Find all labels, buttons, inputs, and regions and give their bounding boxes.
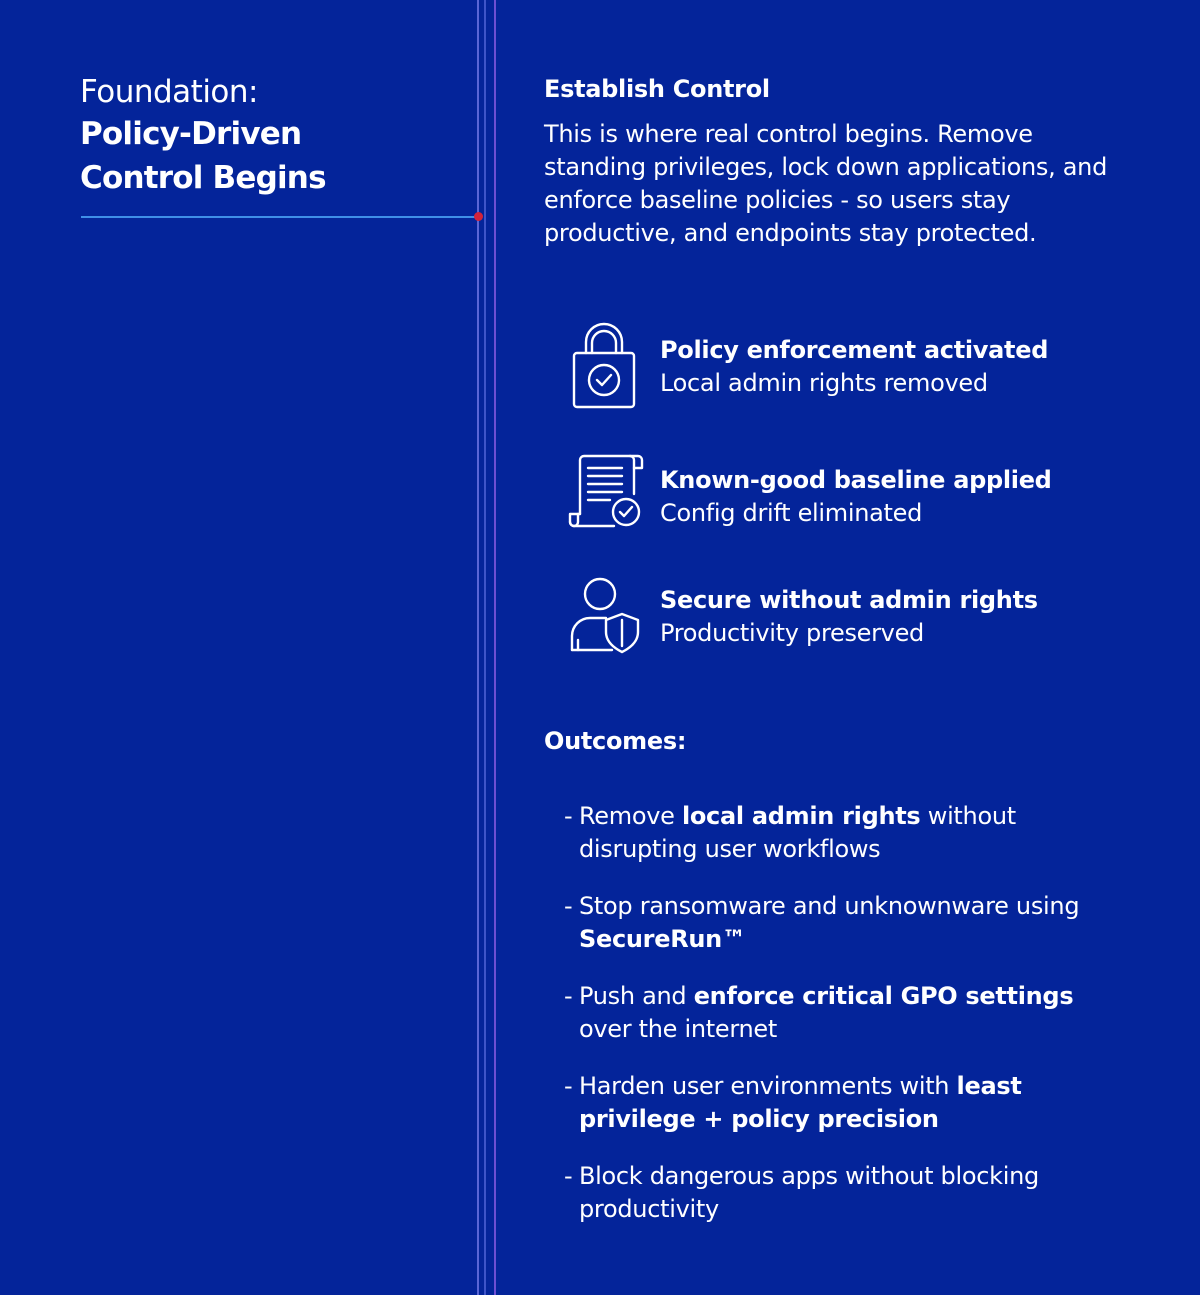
feature-item bbox=[566, 450, 1166, 540]
timeline-marker-dot bbox=[474, 212, 483, 221]
padlock-check-icon bbox=[566, 320, 646, 410]
list-dash: - bbox=[564, 1162, 573, 1190]
heading-title-line-1: Policy-Driven bbox=[80, 116, 302, 152]
outcome-text: Harden user environments with least privilege + policy precision bbox=[579, 1072, 1022, 1133]
feature-item bbox=[566, 570, 1166, 660]
list-dash: - bbox=[564, 802, 573, 830]
feature-title: Secure without admin rights bbox=[660, 586, 1038, 614]
outcome-text: Push and enforce critical GPO settings over the internet bbox=[579, 982, 1074, 1043]
outcome-text: Block dangerous apps without blocking productivity bbox=[579, 1162, 1039, 1223]
section-title: Establish Control bbox=[544, 75, 770, 103]
outcome-item bbox=[564, 1070, 1124, 1136]
outcome-item bbox=[564, 980, 1124, 1046]
list-dash: - bbox=[564, 892, 573, 920]
document-check-icon bbox=[566, 450, 646, 540]
outcome-item bbox=[564, 890, 1124, 956]
vertical-divider-line bbox=[494, 0, 496, 1295]
vertical-divider-line bbox=[477, 0, 479, 1295]
heading-underline bbox=[81, 216, 479, 218]
feature-text bbox=[660, 464, 1052, 530]
heading-title-line-2: Control Begins bbox=[80, 160, 326, 196]
user-shield-icon bbox=[566, 570, 646, 660]
vertical-divider-line bbox=[484, 0, 486, 1295]
heading-prefix: Foundation: bbox=[80, 74, 258, 110]
feature-title: Known-good baseline applied bbox=[660, 466, 1052, 494]
outcome-text: Stop ransomware and unknownware using SecureRun™ bbox=[579, 892, 1080, 953]
left-heading bbox=[80, 72, 460, 200]
outcome-item bbox=[564, 800, 1124, 866]
list-dash: - bbox=[564, 1072, 573, 1100]
list-dash: - bbox=[564, 982, 573, 1010]
feature-subtitle: Local admin rights removed bbox=[660, 369, 988, 397]
intro-paragraph: This is where real control begins. Remove standing privileges, lock down applications, and enforce baseline policies - so users stay productive, and endpoints stay protected. bbox=[544, 120, 1108, 247]
outcomes-title: Outcomes: bbox=[544, 727, 687, 755]
intro-section bbox=[544, 72, 1164, 250]
feature-text bbox=[660, 334, 1048, 400]
feature-subtitle: Productivity preserved bbox=[660, 619, 924, 647]
feature-title: Policy enforcement activated bbox=[660, 336, 1049, 364]
feature-item bbox=[566, 320, 1166, 410]
outcome-text: Remove local admin rights without disrupting user workflows bbox=[579, 802, 1016, 863]
outcome-item bbox=[564, 1160, 1124, 1226]
feature-text bbox=[660, 584, 1038, 650]
feature-subtitle: Config drift eliminated bbox=[660, 499, 923, 527]
